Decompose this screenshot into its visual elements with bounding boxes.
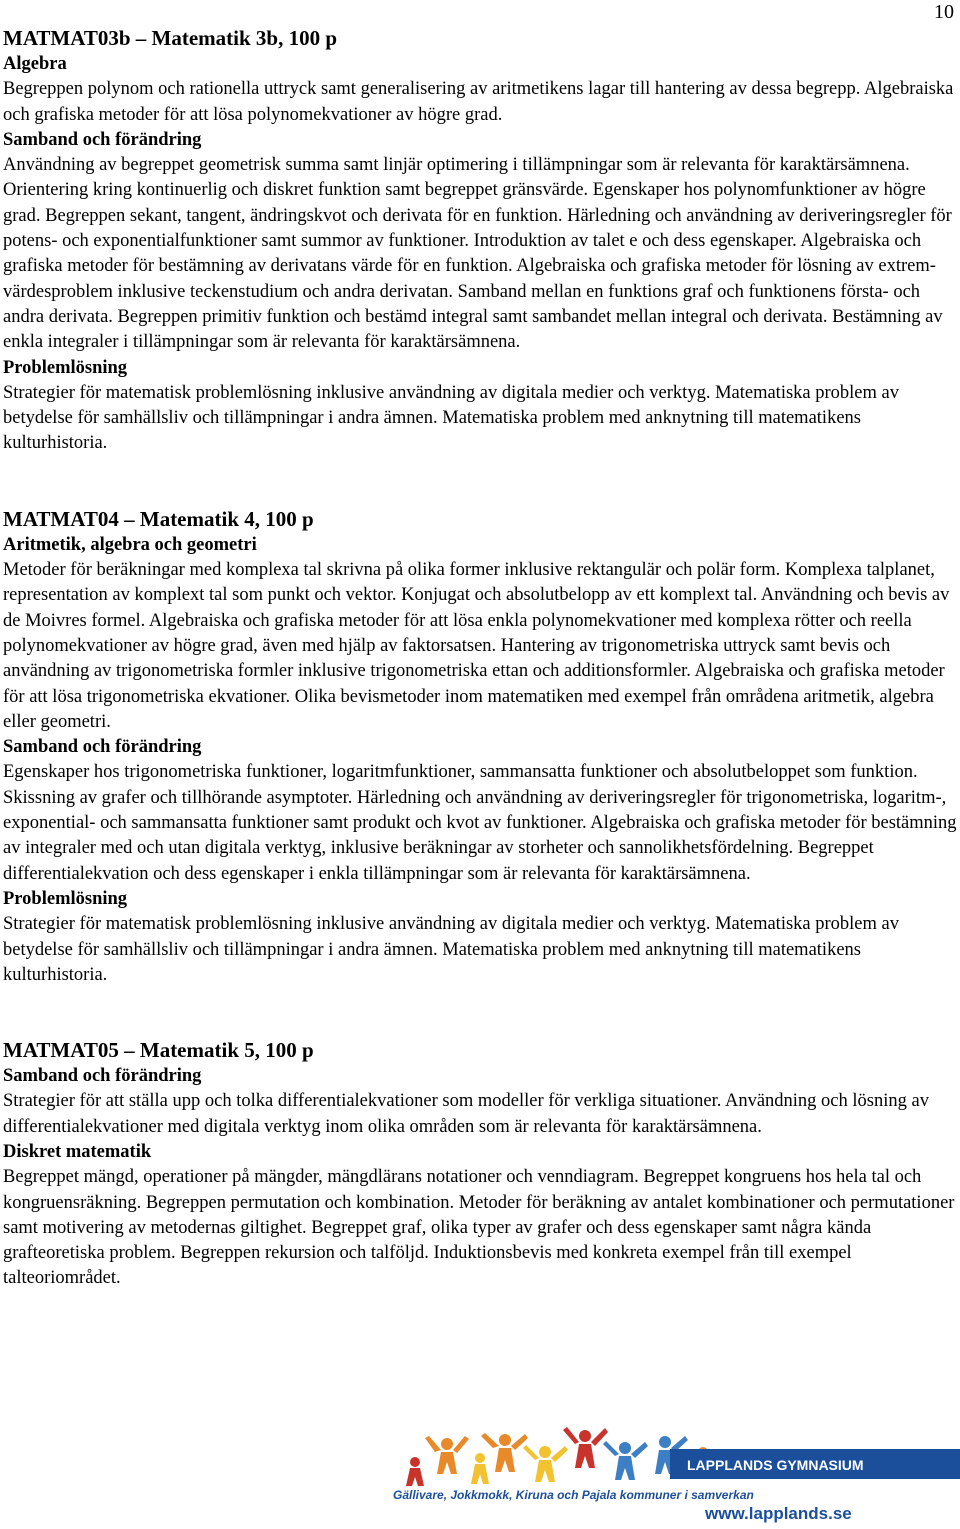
course-title: MATMAT05 – Matematik 5, 100 p — [3, 1038, 314, 1063]
website-link[interactable]: www.lapplands.se — [705, 1504, 852, 1523]
footer-graphic — [385, 1422, 960, 1524]
section-text: Strategier för att ställa upp och tolka differentialekvationer som modeller för verkliga situationer. Användning och lösning av differentialekvationer med digitala verktyg inom olika områden som är relevanta för karaktärsämnena. — [3, 1091, 929, 1137]
section-text: Metoder för beräkningar med komplexa tal skrivna på olika former inklusive rektangulär och polär form. Komplexa talplanet, representation av komplext tal som punkt och vektor. Konjugat och absolutbelopp av ett komplext tal. Användning och bevis av de Moivres formel. Algebraiska och grafiska metoder för att lösa enkla polynomekvationer med komplexa rötter och reella polynomekvationer av högre grad, även med hjälp av faktorsatsen. Hantering av trigonometriska uttryck samt bevis och användning av trigonometriska formler inklusive trigonometriska ettan och additionsformler. Algebraiska och grafiska metoder för att lösa trigonometriska ekvationer. Olika bevismetoder inom matematiken med exempel från områdena aritmetik, algebra eller geometri. — [3, 560, 950, 732]
section-heading: Aritmetik, algebra och geometri — [3, 534, 257, 555]
course-title: MATMAT03b – Matematik 3b, 100 p — [3, 26, 338, 50]
course-matmat03b — [3, 24, 957, 457]
section-heading: Problemlösning — [3, 888, 128, 909]
school-name: LAPPLANDS GYMNASIUM — [687, 1457, 864, 1473]
content — [3, 24, 957, 1292]
section-heading: Problemlösning — [3, 357, 128, 378]
section-text: Strategier för matematisk problemlösning inklusive användning av digitala medier och verktyg. Matematiska problem av betydelse för samhällsliv och tillämpningar i andra ämnen. Matematiska problem med anknytning till matematikens kulturhistoria. — [3, 914, 899, 985]
page-number: 10 — [934, 1, 954, 23]
jumping-figures-illustration — [406, 1427, 712, 1486]
section-heading: Samband och förändring — [3, 1066, 202, 1087]
section-text: Strategier för matematisk problemlösning inklusive användning av digitala medier och verktyg. Matematiska problem av betydelse för samhällsliv och tillämpningar i andra ämnen. Matematiska problem med anknytning till matematikens kulturhistoria. — [3, 382, 899, 454]
section-text: Användning av begreppet geometrisk summa samt linjär optimering i tillämpningar som är relevanta för karaktärsämnena. Orientering kring kontinuerlig och diskret funktion samt begreppet gränsvärde. Egenskaper hos polynomfunktioner av högre grad. Begreppen sekant, tangent, ändringskvot och derivata för en funktion. Härledning och användning av deriveringsregler för potens- och exponentialfunktioner samt summor av funktioner. Introduktion av talet e och dess egenskaper. Algebraiska och grafiska metoder för bestämning av derivatans värde för en funktion. Algebraiska och grafiska metoder för lösning av extremvärdesproblem inklusive teckenstudium och andra derivatan. Samband mellan en funktions graf och funktionens första- och andra derivata. Begreppen primitiv funktion och bestämd integral samt sambandet mellan integral och derivata. Bestämning av enkla integraler i tillämpningar som är relevanta för karaktärsämnena. — [3, 155, 952, 353]
section-heading: Samband och förändring — [3, 129, 202, 150]
school-footer-banner — [385, 1422, 960, 1524]
section-heading: Algebra — [3, 54, 67, 74]
section-text: Begreppet mängd, operationer på mängder, mängdlärans notationer och venndiagram. Begreppet kongruens hos hela tal och kongruensräkning. Begreppen permutation och kombination. Metoder för beräkning av antalet kombinationer och permutationer samt motivering av metodernas giltighet. Begreppet graf, olika typer av grafer och dess egenskaper samt några kända grafteoretiska problem. Begreppen rekursion och talföljd. Induktionsbevis med konkreta exempel från till exempel talteoriområdet. — [3, 1167, 955, 1289]
course-title: MATMAT04 – Matematik 4, 100 p — [3, 506, 314, 531]
course-matmat05 — [3, 1036, 957, 1292]
section-text: Egenskaper hos trigonometriska funktioner, logaritmfunktioner, sammansatta funktioner och absolutbeloppet som funktion. Skissning av grafer och tillhörande asymptoter. Härledning och användning av deriveringsregler för trigonometriska, logaritm-, exponential- och sammansatta funktioner samt produkt och kvot av funktioner. Algebraiska och grafiska metoder för bestämning av integraler med och utan digitala verktyg, inklusive beräkningar av storheter och sannolikhetsfördelning. Begreppet differentialekvation och dess egenskaper i enkla tillämpningar som är relevanta för karaktärsämnena. — [3, 762, 957, 884]
section-text: Begreppen polynom och rationella uttryck samt generalisering av aritmetikens lagar till hantering av dessa begrepp. Algebraiska och grafiska metoder för att lösa polynomekvationer av högre grad. — [3, 79, 954, 125]
section-heading: Diskret matematik — [3, 1141, 152, 1162]
section-heading: Samband och förändring — [3, 737, 202, 758]
course-matmat04 — [3, 505, 957, 988]
municipalities-text: Gällivare, Jokkmokk, Kiruna och Pajala kommuner i samverkan — [393, 1488, 754, 1502]
